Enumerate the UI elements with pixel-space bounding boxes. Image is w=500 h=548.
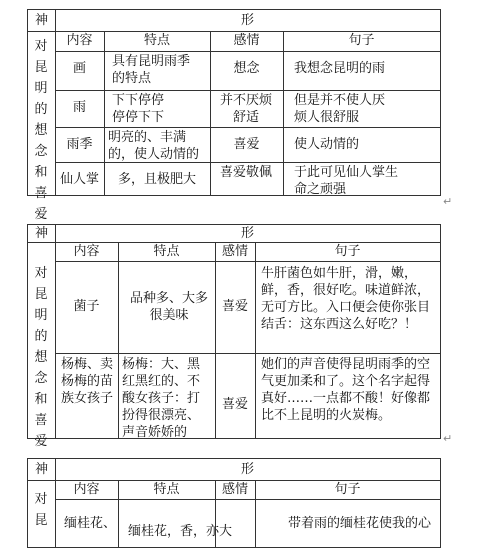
row-content: 雨季 <box>66 137 93 152</box>
paragraph-mark: ↵ <box>443 432 453 445</box>
row-feature: 下下停停停停下下 <box>112 93 165 125</box>
header-feature: 特点 <box>143 33 170 48</box>
side-label: 对昆明的想念和喜爱 <box>34 266 48 449</box>
row-emotion: 想念 <box>233 61 260 76</box>
row-sentence: 使人动情的 <box>294 137 360 152</box>
side-label: 对昆 <box>34 492 48 528</box>
xing-header: 形 <box>240 226 254 241</box>
row-feature: 多，且极肥大 <box>117 172 196 187</box>
row-content: 雨 <box>72 100 86 115</box>
header-feature: 特点 <box>153 482 180 497</box>
header-content: 内容 <box>73 482 100 497</box>
header-emotion: 感情 <box>233 33 260 48</box>
table-2 <box>27 224 441 449</box>
header-content: 内容 <box>66 33 93 48</box>
row-feature: 杨梅：大、黑红黑红的、不酸女孩子：打扮得很漂亮、声音娇娇的 <box>122 357 201 440</box>
xing-header: 形 <box>240 13 254 28</box>
row-emotion: 喜爱 <box>221 299 248 314</box>
header-emotion: 感情 <box>221 244 248 259</box>
header-sentence: 句子 <box>334 482 361 497</box>
row-sentence: 牛肝菌色如牛肝，滑，嫩，鲜，香，很好吃。味道鲜浓，无可方比。入口便会使你张目结舌：这东西这么好吃？！ <box>261 266 431 332</box>
table-3 <box>27 458 441 548</box>
shen-header: 神 <box>34 13 48 28</box>
header-sentence: 句子 <box>348 33 375 48</box>
row-sentence: 带着雨的缅桂花使我的心 <box>288 516 432 531</box>
row-sentence: 她们的声音使得昆明雨季的空气更加柔和了。这个名字起得真好……一点都不酸！好像都比不上昆明的火炭梅。 <box>261 357 431 423</box>
table-1 <box>27 9 441 222</box>
row-content: 缅桂花、 <box>64 516 117 531</box>
row-emotion: 喜爱敬佩 <box>219 165 272 180</box>
row-content: 仙人掌 <box>59 172 99 187</box>
row-sentence: 但是并不使人厌烦人很舒服 <box>294 93 386 125</box>
side-label: 对昆明的想念和喜爱 <box>34 39 48 222</box>
row-feature: 品种多、大多很美味 <box>129 291 208 323</box>
header-feature: 特点 <box>153 244 180 259</box>
header-sentence: 句子 <box>334 244 361 259</box>
row-emotion: 喜爱 <box>233 137 260 152</box>
shen-header: 神 <box>34 226 48 241</box>
shen-header: 神 <box>34 462 48 477</box>
row-sentence: 于此可见仙人掌生命之顽强 <box>294 165 399 197</box>
row-emotion: 喜爱 <box>221 397 248 412</box>
row-feature: 明亮的、丰满的，使人动情的 <box>108 130 200 162</box>
header-emotion: 感情 <box>221 482 248 497</box>
paragraph-mark: ↵ <box>443 195 453 208</box>
row-sentence: 我想念昆明的雨 <box>294 61 386 76</box>
row-feature: 缅桂花，香，亦大 <box>128 524 233 539</box>
xing-header: 形 <box>240 462 254 477</box>
row-content: 画 <box>72 61 86 76</box>
row-content: 杨梅、卖杨梅的苗族女孩子 <box>61 357 114 406</box>
row-emotion: 并不厌烦舒适 <box>219 93 272 125</box>
header-content: 内容 <box>73 244 100 259</box>
row-content: 菌子 <box>73 299 100 314</box>
row-feature: 具有昆明雨季的特点 <box>112 54 191 86</box>
